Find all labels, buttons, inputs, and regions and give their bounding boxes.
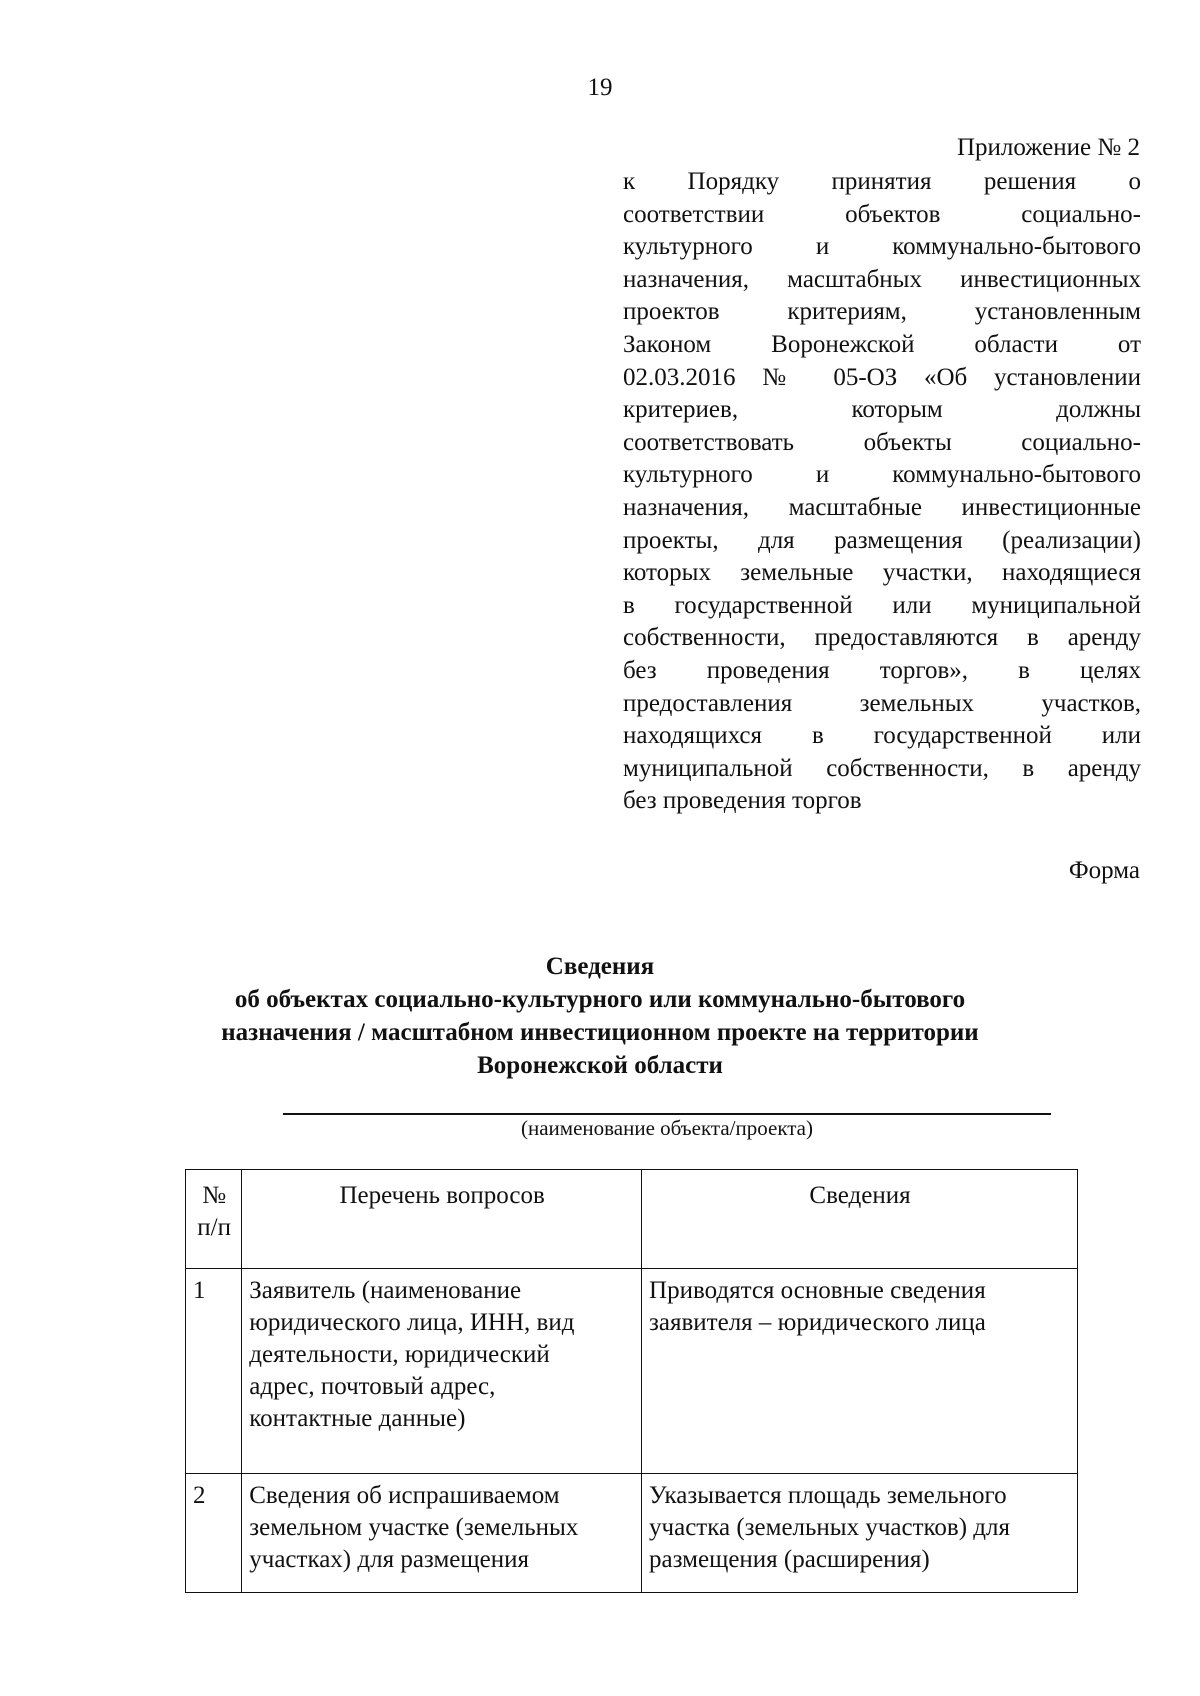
row-question bbox=[242, 1474, 642, 1593]
cell-line: деятельности, юридический bbox=[249, 1341, 550, 1368]
appendix-description bbox=[623, 166, 1141, 818]
row-number: 1 bbox=[186, 1269, 242, 1474]
cell-line: адрес, почтовый адрес, bbox=[249, 1373, 496, 1400]
object-name-caption: (наименование объекта/проекта) bbox=[521, 1116, 813, 1140]
cell-line: земельном участке (земельных bbox=[249, 1514, 579, 1541]
header-number-pp: п/п bbox=[197, 1214, 231, 1241]
appendix-title: Приложение № 2 bbox=[956, 134, 1140, 161]
table-row bbox=[186, 1269, 1078, 1474]
appendix-line: Законом Воронежской области от bbox=[623, 330, 1141, 358]
page-number: 19 bbox=[587, 74, 613, 101]
appendix-line: к Порядку принятия решения о bbox=[623, 168, 1141, 195]
cell-line: участка (земельных участков) для bbox=[649, 1514, 1010, 1541]
table-row bbox=[186, 1474, 1078, 1593]
object-name-blank-line bbox=[283, 1113, 1051, 1115]
appendix-line: культурного и коммунально-бытового bbox=[623, 461, 1141, 489]
cell-line: участках) для размещения bbox=[249, 1546, 529, 1573]
appendix-line: проекты, для размещения (реализации) bbox=[623, 526, 1141, 554]
appendix-line: предоставления земельных участков, bbox=[623, 689, 1141, 717]
appendix-line: которых земельные участки, находящиеся bbox=[623, 559, 1141, 587]
document-title-line: Сведения bbox=[545, 953, 655, 980]
appendix-line: проектов критериям, установленным bbox=[623, 298, 1141, 326]
document-title bbox=[150, 950, 1050, 1082]
appendix-line: назначения, масштабные инвестиционные bbox=[623, 493, 1141, 521]
cell-line: размещения (расширения) bbox=[649, 1546, 930, 1573]
appendix-line: муниципальной собственности, в аренду bbox=[623, 754, 1141, 782]
document-title-line: Воронежской области bbox=[477, 1052, 723, 1079]
cell-line: Приводятся основные сведения bbox=[649, 1277, 986, 1304]
appendix-line: собственности, предоставляются в аренду bbox=[623, 624, 1141, 652]
appendix-line: без проведения торгов», в целях bbox=[623, 656, 1141, 684]
header-questions: Перечень вопросов bbox=[242, 1170, 642, 1269]
row-information bbox=[642, 1269, 1078, 1474]
appendix-line: критериев, которым должны bbox=[623, 396, 1141, 424]
header-number-sign: № bbox=[202, 1182, 227, 1209]
cell-line: Заявитель (наименование bbox=[249, 1277, 522, 1304]
row-information bbox=[642, 1474, 1078, 1593]
appendix-line: в государственной или муниципальной bbox=[623, 591, 1141, 619]
cell-line: Сведения об испрашиваемом bbox=[249, 1482, 560, 1509]
row-number: 2 bbox=[186, 1474, 242, 1593]
cell-line: юридического лица, ИНН, вид bbox=[249, 1309, 575, 1336]
appendix-line: без проведения торгов bbox=[623, 787, 862, 815]
information-table bbox=[185, 1169, 1078, 1593]
form-label: Форма bbox=[1068, 857, 1140, 884]
cell-line: контактные данные) bbox=[249, 1405, 466, 1432]
row-question bbox=[242, 1269, 642, 1474]
appendix-line: 02.03.2016 № 05-ОЗ «Об установлении bbox=[623, 363, 1141, 391]
appendix-line: культурного и коммунально-бытового bbox=[623, 233, 1141, 261]
appendix-line: назначения, масштабных инвестиционных bbox=[623, 265, 1141, 293]
header-number bbox=[186, 1170, 242, 1269]
appendix-line: находящихся в государственной или bbox=[623, 722, 1141, 750]
document-title-line: об объектах социально-культурного или коммунально-бытового bbox=[234, 986, 966, 1013]
appendix-line: соответствовать объекты социально- bbox=[623, 428, 1141, 456]
table-header-row bbox=[186, 1170, 1078, 1269]
cell-line: Указывается площадь земельного bbox=[649, 1482, 1007, 1509]
appendix-line: соответствии объектов социально- bbox=[623, 200, 1141, 228]
cell-line: заявителя – юридического лица bbox=[649, 1309, 986, 1336]
header-information: Сведения bbox=[642, 1170, 1078, 1269]
document-title-line: назначения / масштабном инвестиционном проекте на территории bbox=[221, 1019, 979, 1046]
